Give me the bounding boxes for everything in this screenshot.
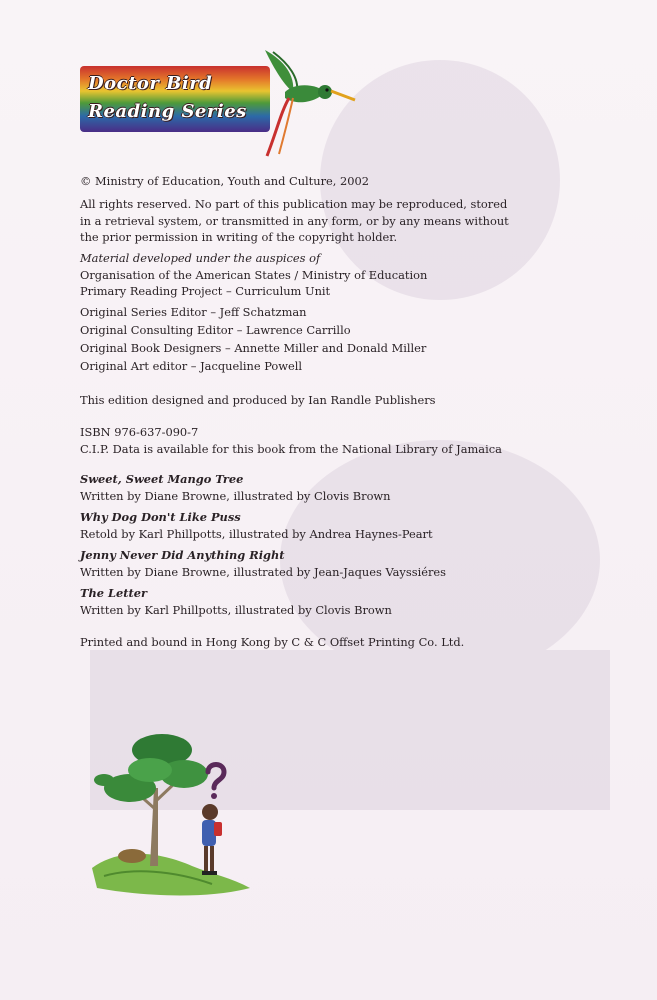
edition-line xyxy=(80,392,520,409)
book-byline: Written by Karl Phillpotts, illustrated by Clovis Brown xyxy=(80,602,392,617)
auspices-intro: Material developed under the auspices of xyxy=(80,251,321,265)
series-logo xyxy=(80,66,270,132)
book-title: Sweet, Sweet Mango Tree xyxy=(80,472,244,486)
book-entry xyxy=(80,509,520,542)
book-entry xyxy=(80,585,520,618)
logo-title-line1: Doctor Bird xyxy=(88,73,213,94)
logo-title-line2: Reading Series xyxy=(88,101,247,122)
isbn-text: ISBN 976-637-090-7 xyxy=(80,425,199,439)
book-byline: Written by Diane Browne, illustrated by Jean-Jaques Vayssiéres xyxy=(80,564,446,579)
auspices-org-line1: Organisation of the American States / Ministry of Education xyxy=(80,267,428,282)
credit-art-editor: Original Art editor – Jacqueline Powell xyxy=(80,359,303,373)
credit-consulting-editor: Original Consulting Editor – Lawrence Carrillo xyxy=(80,323,351,337)
copyright-line xyxy=(80,173,520,190)
book-title: Why Dog Don't Like Puss xyxy=(80,510,241,524)
printed-line xyxy=(80,634,520,651)
edition-text: This edition designed and produced by Ian Randle Publishers xyxy=(80,393,436,407)
credit-book-designers: Original Book Designers – Annette Miller and Donald Miller xyxy=(80,341,427,355)
credits-block xyxy=(80,304,520,376)
printed-text: Printed and bound in Hong Kong by C & C Offset Printing Co. Ltd. xyxy=(80,635,465,649)
tree-and-child-icon xyxy=(92,728,252,903)
rights-block xyxy=(80,196,510,246)
book-entry xyxy=(80,547,520,580)
books-list xyxy=(80,471,520,623)
copyright-text: © Ministry of Education, Youth and Culture, 2002 xyxy=(80,174,370,188)
isbn-block xyxy=(80,424,520,457)
book-title: Jenny Never Did Anything Right xyxy=(80,548,285,562)
auspices-block xyxy=(80,250,520,300)
cip-text: C.I.P. Data is available for this book from the National Library of Jamaica xyxy=(80,441,502,456)
rights-text: All rights reserved. No part of this publication may be reproduced, stored in a retrieval system, or transmitted in any form, or by any means without the prior permission in writing of the copyright holder. xyxy=(80,197,509,244)
book-title: The Letter xyxy=(80,586,147,600)
hummingbird-icon xyxy=(255,46,360,161)
book-entry xyxy=(80,471,520,504)
book-byline: Written by Diane Browne, illustrated by Clovis Brown xyxy=(80,488,391,503)
book-byline: Retold by Karl Phillpotts, illustrated by Andrea Haynes-Peart xyxy=(80,526,433,541)
credit-series-editor: Original Series Editor – Jeff Schatzman xyxy=(80,305,307,319)
auspices-org-line2: Primary Reading Project – Curriculum Unit xyxy=(80,284,331,298)
